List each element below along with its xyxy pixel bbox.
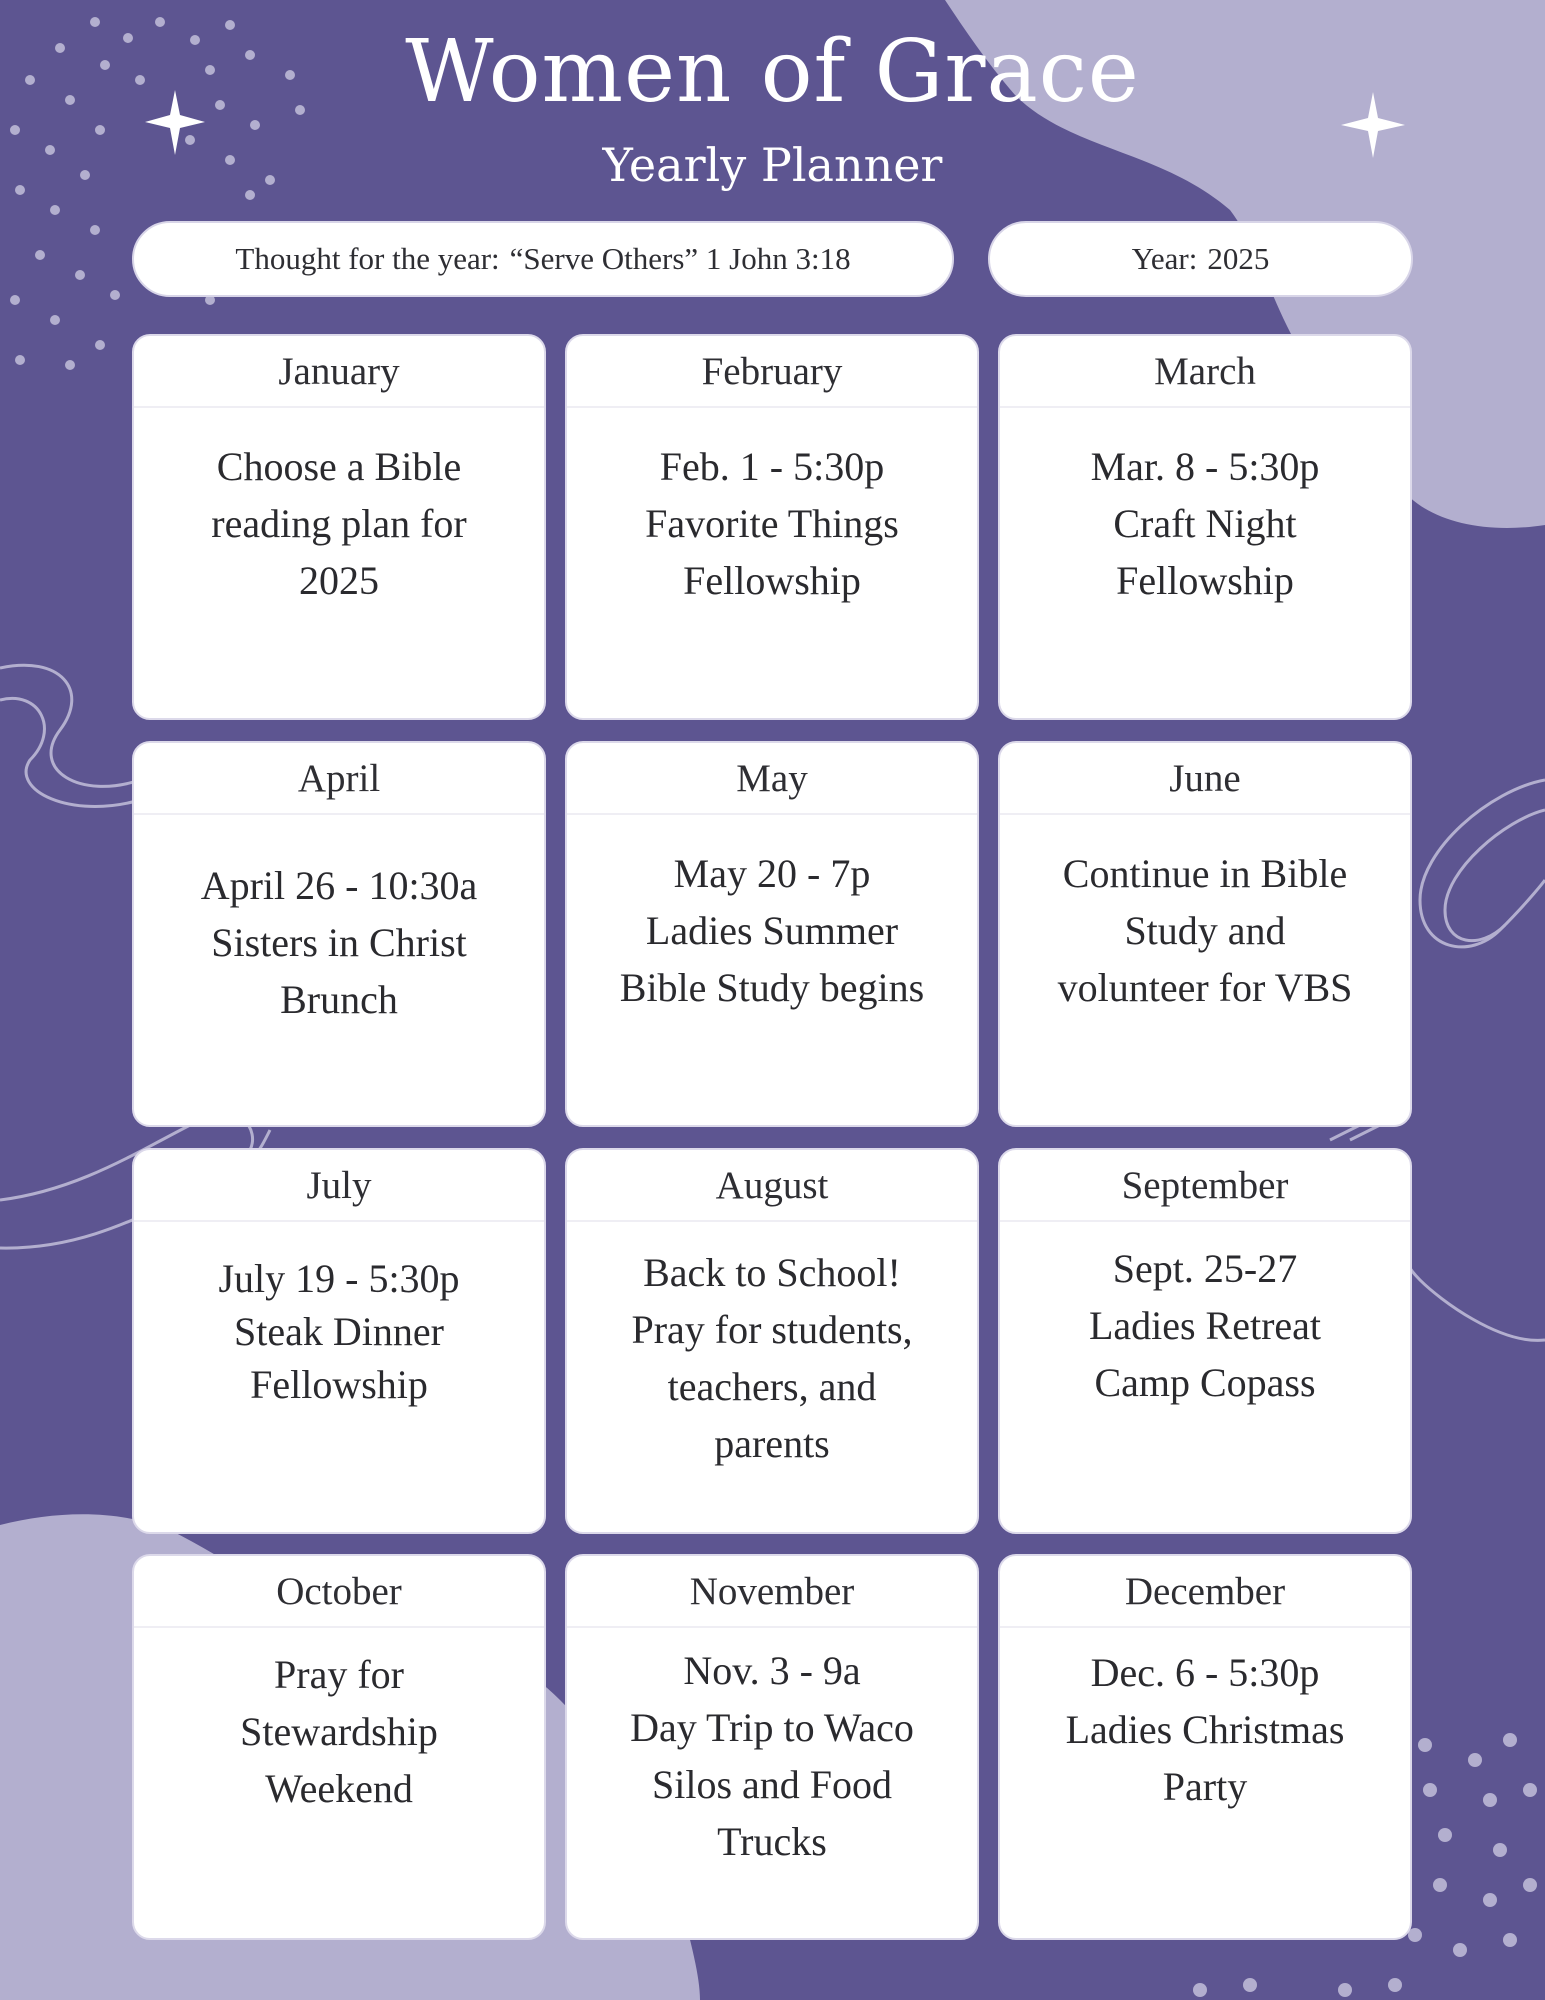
month-name: January [134, 336, 544, 408]
page-subtitle: Yearly Planner [602, 138, 943, 192]
month-event: July 19 - 5:30p Steak Dinner Fellowship [218, 1256, 460, 1407]
month-name: December [1000, 1556, 1410, 1628]
month-event: Sept. 25-27 Ladies Retreat Camp Copass [1088, 1246, 1322, 1405]
month-name: November [567, 1556, 977, 1628]
page-title: Women of Grace [405, 22, 1140, 122]
wave-line [1401, 1230, 1545, 1340]
month-event: Back to School! Pray for students, teachers, and parents [631, 1250, 913, 1466]
month-name: April [134, 743, 544, 815]
month-card-december [998, 1554, 1412, 1940]
month-event: April 26 - 10:30a Sisters in Christ Brunch [200, 863, 478, 1022]
month-card-november [565, 1554, 979, 1940]
month-event: Mar. 8 - 5:30p Craft Night Fellowship [1090, 444, 1320, 603]
year-box [988, 221, 1413, 297]
thought-for-year-box [132, 221, 954, 297]
month-card-january [132, 334, 546, 720]
month-event: Pray for Stewardship Weekend [240, 1652, 438, 1811]
wave-line [1445, 810, 1545, 941]
wave-line [1420, 780, 1545, 947]
wave-line [0, 665, 140, 786]
month-event: Continue in Bible Study and volunteer for VBS [1057, 851, 1353, 1010]
month-card-october [132, 1554, 546, 1940]
month-card-march [998, 334, 1412, 720]
thought-value: “Serve Others” 1 John 3:18 [509, 241, 851, 276]
month-card-may [565, 741, 979, 1127]
year-value: 2025 [1207, 241, 1270, 276]
month-event: Nov. 3 - 9a Day Trip to Waco Silos and Food Trucks [630, 1648, 914, 1864]
month-card-april [132, 741, 546, 1127]
month-name: August [567, 1150, 977, 1222]
month-event: May 20 - 7p Ladies Summer Bible Study begins [619, 851, 925, 1010]
month-event: Choose a Bible reading plan for 2025 [211, 444, 467, 603]
month-name: July [134, 1150, 544, 1222]
month-name: June [1000, 743, 1410, 815]
month-card-june [998, 741, 1412, 1127]
thought-label: Thought for the year: [235, 241, 500, 276]
month-card-july [132, 1148, 546, 1534]
month-card-february [565, 334, 979, 720]
month-name: March [1000, 336, 1410, 408]
month-event: Feb. 1 - 5:30p Favorite Things Fellowship [645, 444, 899, 603]
month-name: May [567, 743, 977, 815]
month-card-september [998, 1148, 1412, 1534]
month-event: Dec. 6 - 5:30p Ladies Christmas Party [1065, 1650, 1345, 1809]
month-name: February [567, 336, 977, 408]
month-name: October [134, 1556, 544, 1628]
year-label: Year: [1131, 241, 1198, 276]
month-card-august [565, 1148, 979, 1534]
month-name: September [1000, 1150, 1410, 1222]
wave-line [1330, 1125, 1380, 1140]
